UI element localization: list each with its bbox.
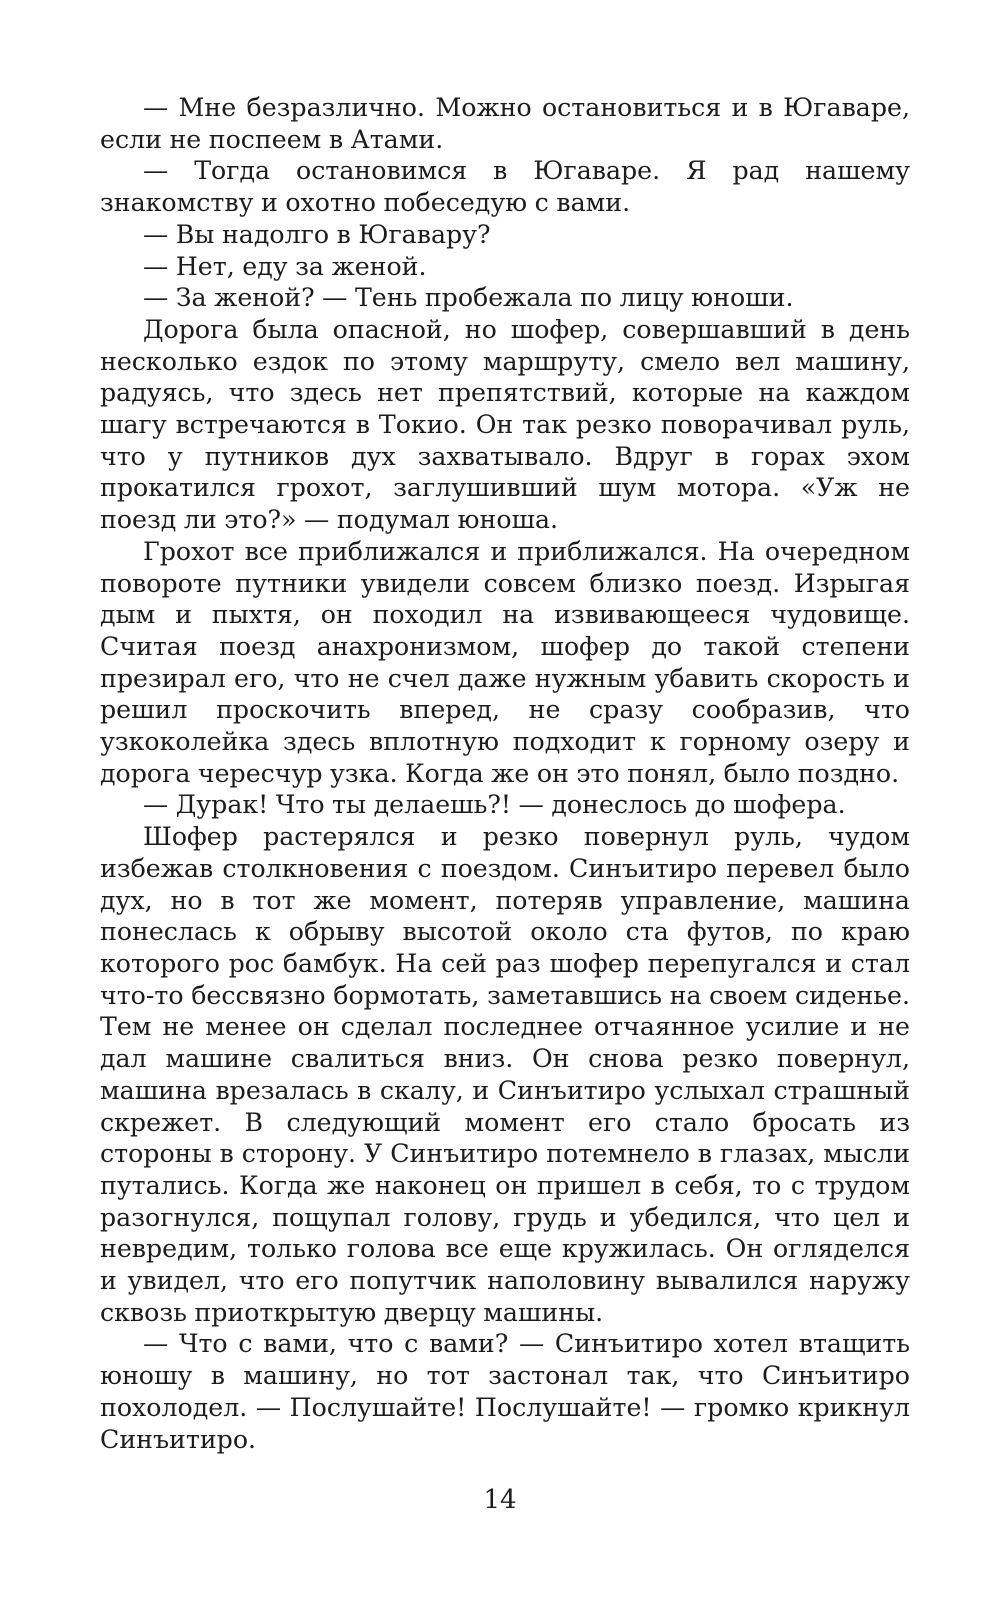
paragraph: — Мне безразлично. Можно остановиться и в Югаваре, если не поспеем в Атами. [100, 93, 910, 154]
paragraph: — За женой? — Тень пробежала по лицу юноши. [143, 283, 794, 313]
text-body [100, 92, 910, 1455]
paragraph: — Вы надолго в Югавару? [143, 219, 491, 249]
paragraph: — Что с вами, что с вами? — Синъитиро хотел втащить юношу в машину, но тот застонал так, что Синъитиро похолодел. — Послушайте! Послушайте! — громко крикнул Синъитиро. [100, 1329, 910, 1454]
paragraph: Дорога была опасной, но шофер, совершавший в день несколько ездок по этому маршруту, смело вел машину, радуясь, что здесь нет препятствий, которые на каждом шагу встречаются в Токио. Он так резко поворачивал руль, что у путников дух захватывало. Вдруг в горах эхом прокатился грохот, заглушивший шум мотора. «Уж не поезд ли это?» — подумал юноша. [100, 314, 910, 535]
paragraph: — Дурак! Что ты делаешь?! — донеслось до шофера. [143, 790, 846, 820]
paragraph: Грохот все приближался и приближался. На очередном повороте путники увидели совсем близко поезд. Изрыгая дым и пыхтя, он походил на извивающееся чудовище. Считая поезд анахронизмом, шофер до такой степени презирал его, что не счел даже нужным убавить скорость и решил проскочить вперед, не сразу сообразив, что узкоколейка здесь вплотную подходит к горному озеру и дорога чересчур узка. Когда же он это понял, было поздно. [100, 536, 910, 788]
paragraph: — Нет, еду за женой. [143, 251, 427, 281]
paragraph: Шофер растерялся и резко повернул руль, чудом избежав столкновения с поездом. Синъитиро перевел было дух, но в тот же момент, потеряв управление, машина понеслась к обрыву высотой около ста футов, по краю которого рос бамбук. На сей раз шофер перепугался и стал что-то бессвязно бормотать, заметавшись на своем сиденье. Тем не менее он сделал последнее отчаянное усилие и не дал машине свалиться вниз. Он снова резко повернул, машина врезалась в скалу, и Синъитиро услыхал страшный скрежет. В следующий момент его стало бросать из стороны в сторону. У Синъитиро потемнело в глазах, мысли путались. Когда же наконец он пришел в себя, то с трудом разогнулся, пощупал голову, грудь и убедился, что цел и невредим, только голова все еще кружилась. Он огляделся и увидел, что его попутчик наполовину вывалился наружу сквозь приоткрытую дверцу машины. [100, 822, 910, 1327]
page-number: 14 [483, 1485, 517, 1515]
paragraph: — Тогда остановимся в Югаваре. Я рад нашему знакомству и охотно побеседую с вами. [100, 156, 910, 218]
